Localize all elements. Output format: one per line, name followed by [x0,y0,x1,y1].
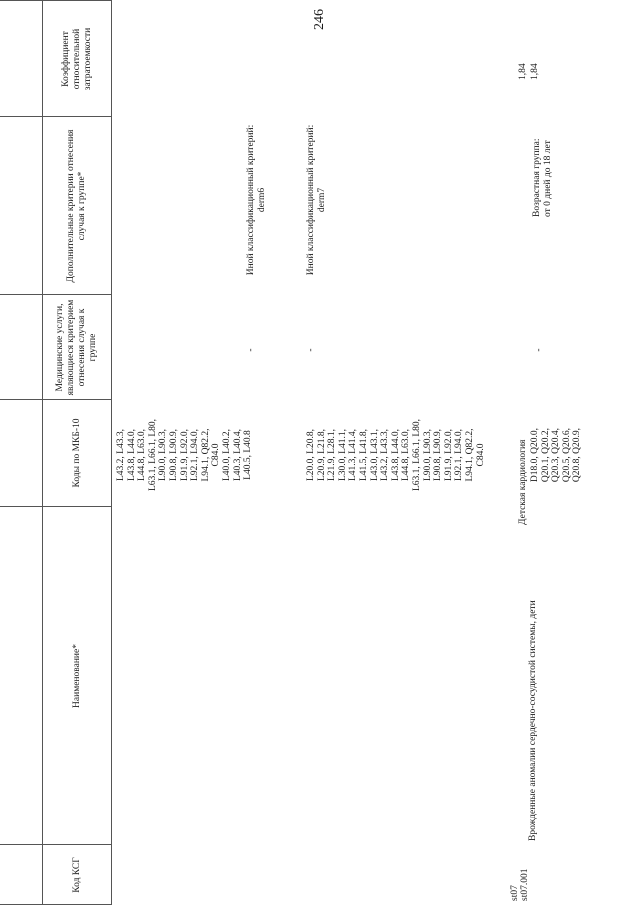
group3-coef: 1,84 [530,63,540,80]
col-line-5 [0,116,111,117]
group1-criteria: Иной классификационный критерий: derm6 [246,124,267,276]
header-services: Медицинские услуги, являющиеся критерием отнесения случая к группе [55,299,98,396]
col-line-2 [0,506,111,507]
group2-icd-codes: L20.0, L20.8, L20.9, L21.8, L21.9, L28.1, L30.0, L41.1, L41.3, L41.4, L41.5, L41.8, L43.0, L43.1, L43.2, L43.3, L43.8, L44.0, L44.8, L63.0, L63.1, L66.1, L80, L90.0, L90.3, L90.8, L90.9, L91.9, L92.0, L92.1, L94.0, L94.1, Q82.2, C84.0 [306,418,486,492]
group2-criteria: Иной классификационный критерий: derm7 [306,124,327,276]
group2-services: - [306,348,316,352]
section-coef: 1,84 [518,63,528,80]
header-code: Код КСГ [71,857,82,893]
col-line-6 [0,0,111,1]
header-icd: Коды по МКБ-10 [71,418,82,488]
col-line-4 [0,294,111,295]
group3-criteria: Возрастная группа: от 0 дней до 18 лет [532,138,553,217]
group3-icd-codes: D18.0, Q20.0, Q20.1, Q20.2, Q20.3, Q20.4, Q20.5, Q20.6, Q20.8, Q20.9, [530,427,583,483]
header-criteria: Дополнительные критерии отнесения случая к группе* [66,129,87,283]
group3-name: Врожденные аномалии сердечно-сосудистой системы, дети [528,600,538,841]
header-bottom-border [111,0,112,905]
col-line-3 [0,399,111,400]
section-code: st07 [510,885,520,901]
group1-services: - [246,348,256,352]
header-coef: Коэффициент относительной затратоемкости [60,27,93,91]
header-name: Наименование* [71,644,82,708]
group3-code: st07.001 [520,868,530,901]
section-name: Детская кардиология [518,439,528,525]
group1-icd-codes: L43.2, L43.3, L43.8, L44.0, L44.8, L63.0, L63.1, L66.1, L80, L90.0, L90.3, L90.8, L90.9, L91.9, L92.0, L92.1, L94.0, L94.1, Q82.2, C84.0 L40.0, L40.2, L40.3, L40.4, L40.5, L40.8 [116,418,254,492]
table-top-border [42,0,43,905]
page-number: 246 [312,9,327,30]
group3-services: - [534,348,544,352]
